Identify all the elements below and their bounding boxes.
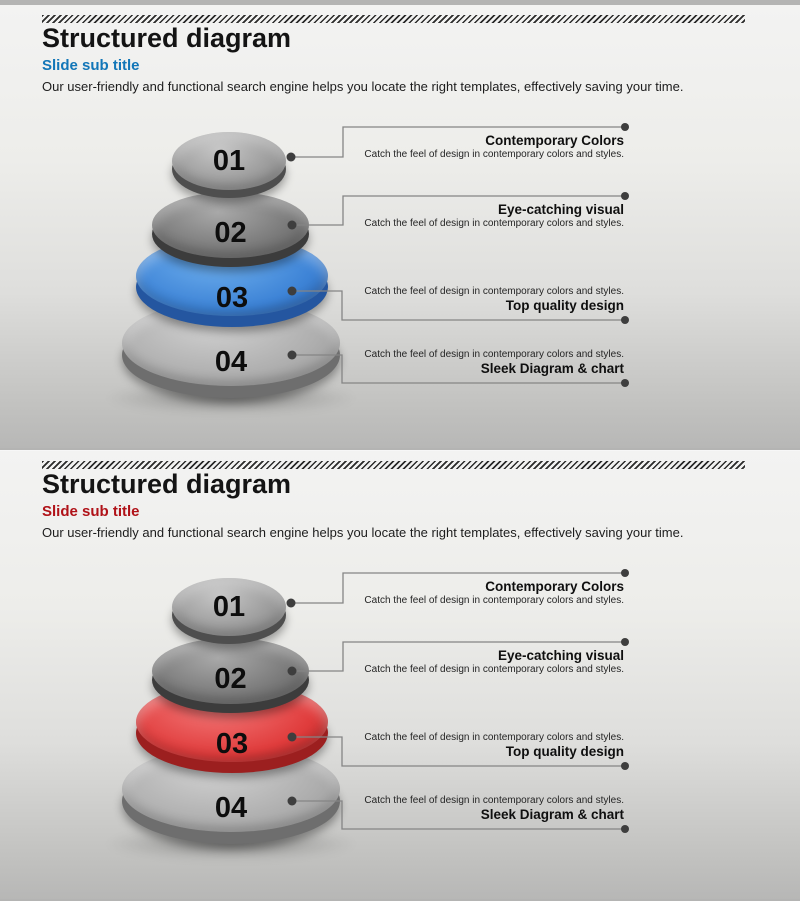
disc-02-number: 02: [214, 663, 247, 695]
callout-eye-catching-visual: [304, 202, 624, 230]
slide-description: Our user-friendly and functional search engine helps you locate the right templates, effectively saving your time.: [42, 525, 684, 540]
disc-01-number: 01: [212, 591, 246, 623]
callout-sleek-diagram-chart: [304, 795, 624, 823]
page-title: Structured diagram: [42, 469, 292, 499]
callout-title: Eye-catching visual: [497, 202, 624, 217]
callout-top-quality-design: [304, 286, 624, 314]
callout-text: Catch the feel of design in contemporary colors and styles.: [364, 795, 624, 806]
disc-04-number: 04: [214, 792, 248, 824]
callout-text: Catch the feel of design in contemporary colors and styles.: [364, 664, 624, 675]
callout-title: Sleek Diagram & chart: [480, 361, 624, 376]
callout-title: Top quality design: [505, 744, 624, 759]
slide-red: [0, 450, 800, 899]
callout-title: Eye-catching visual: [497, 648, 624, 663]
page-title: Structured diagram: [42, 23, 292, 53]
callout-title: Sleek Diagram & chart: [480, 807, 624, 822]
callout-text: Catch the feel of design in contemporary colors and styles.: [364, 149, 624, 160]
callout-text: Catch the feel of design in contemporary colors and styles.: [364, 218, 624, 229]
slide-description: Our user-friendly and functional search engine helps you locate the right templates, effectively saving your time.: [42, 79, 684, 94]
callout-contemporary-colors: [304, 579, 624, 607]
disc-02-number: 02: [214, 217, 247, 249]
callout-text: Catch the feel of design in contemporary colors and styles.: [364, 349, 624, 360]
disc-04-number: 04: [214, 346, 248, 378]
callout-sleek-diagram-chart: [304, 349, 624, 377]
callout-contemporary-colors: [304, 133, 624, 161]
callout-title: Contemporary Colors: [485, 133, 624, 148]
slide-blue: [0, 5, 800, 448]
disc-03-number: 03: [215, 282, 249, 314]
callout-text: Catch the feel of design in contemporary colors and styles.: [364, 286, 624, 297]
hatch-border: [42, 15, 745, 23]
slide-subtitle: Slide sub title: [42, 57, 140, 74]
callout-text: Catch the feel of design in contemporary colors and styles.: [364, 595, 624, 606]
disc-03-number: 03: [215, 728, 249, 760]
callout-title: Contemporary Colors: [485, 579, 624, 594]
callout-title: Top quality design: [505, 298, 624, 313]
disc-01-number: 01: [212, 145, 246, 177]
slide-subtitle: Slide sub title: [42, 503, 140, 520]
hatch-border: [42, 461, 745, 469]
callout-text: Catch the feel of design in contemporary colors and styles.: [364, 732, 624, 743]
callout-eye-catching-visual: [304, 648, 624, 676]
callout-top-quality-design: [304, 732, 624, 760]
